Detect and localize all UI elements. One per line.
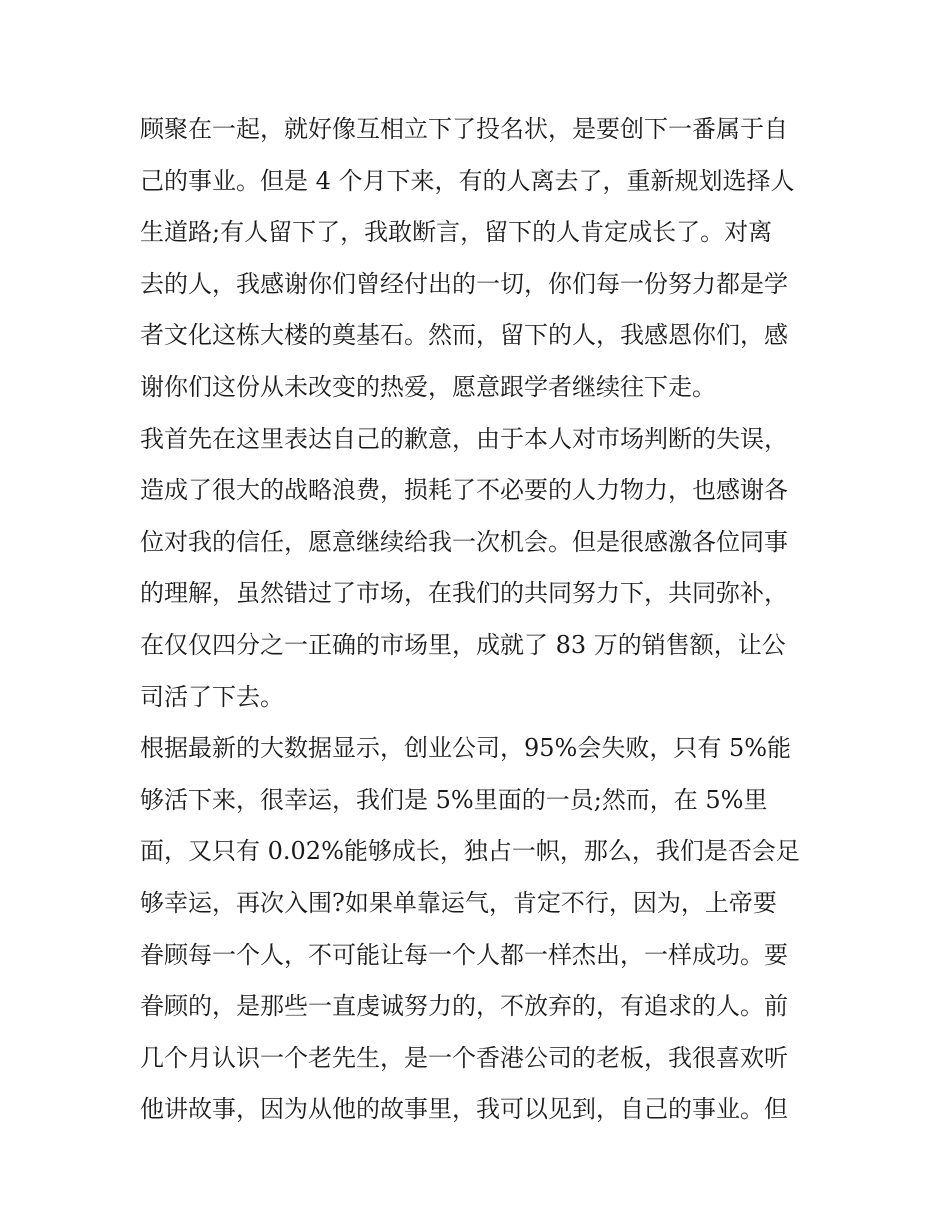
- text-line: 顾聚在一起，就好像互相立下了投名状，是要创下一番属于自: [140, 115, 788, 143]
- text-line: 生道路;有人留下了，我敢断言，留下的人肯定成长了。对离: [140, 218, 773, 247]
- text-line: 位对我的信任，愿意继续给我一次机会。但是很感激各位同事: [140, 527, 788, 556]
- document-body: [140, 104, 812, 1136]
- text-line: 者文化这栋大楼的奠基石。然而，留下的人，我感恩你们，感: [140, 321, 788, 350]
- text-line: 够活下来，很幸运，我们是 5%里面的一员;然而，在 5%里: [140, 785, 768, 814]
- text-line: 己的事业。但是 4 个月下来，有的人离去了，重新规划选择人: [140, 166, 795, 195]
- text-line: 谢你们这份从未改变的热爱，愿意跟学者继续往下走。: [140, 372, 716, 401]
- text-line: 去的人，我感谢你们曾经付出的一切，你们每一份努力都是学: [140, 269, 788, 298]
- text-line: 在仅仅四分之一正确的市场里，成就了 83 万的销售额，让公: [140, 630, 786, 659]
- text-line: 我首先在这里表达自己的歉意，由于本人对市场判断的失误，: [140, 424, 788, 453]
- text-line: 眷顾每一个人，不可能让每一个人都一样杰出，一样成功。要: [140, 940, 788, 969]
- text-line: 的理解，虽然错过了市场，在我们的共同努力下，共同弥补，: [140, 579, 788, 608]
- text-line: 够幸运，再次入围?如果单靠运气，肯定不行，因为，上帝要: [140, 888, 777, 917]
- text-line: 面，又只有 0.02%能够成长，独占一帜，那么，我们是否会足: [140, 837, 800, 866]
- text-line: 根据最新的大数据显示，创业公司，95%会失败，只有 5%能: [140, 734, 792, 763]
- text-line: 司活了下去。: [140, 682, 284, 711]
- text-line: 几个月认识一个老先生，是一个香港公司的老板，我很喜欢听: [140, 1043, 788, 1072]
- text-line: 他讲故事，因为从他的故事里，我可以见到，自己的事业。但: [140, 1095, 788, 1124]
- text-line: 造成了很大的战略浪费，损耗了不必要的人力物力，也感谢各: [140, 476, 788, 505]
- text-line: 眷顾的，是那些一直虔诚努力的，不放弃的，有追求的人。前: [140, 992, 788, 1021]
